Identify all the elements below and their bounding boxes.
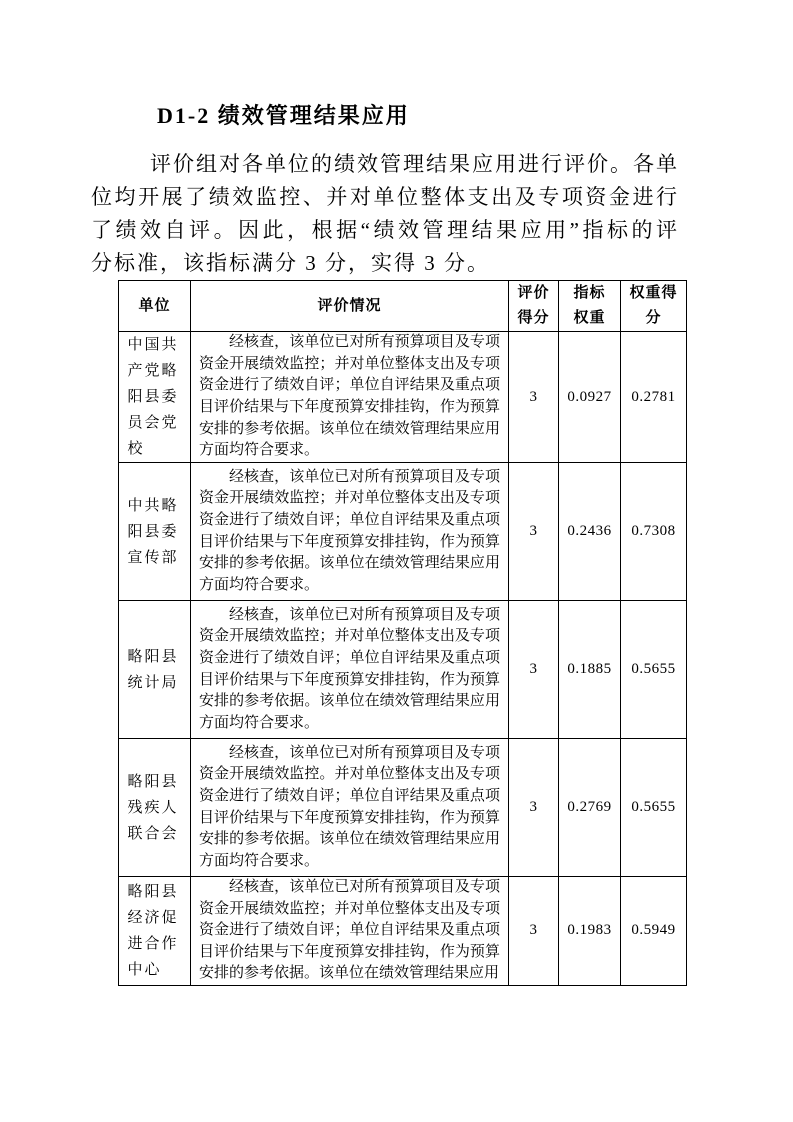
unit-cell	[119, 739, 191, 877]
page-title: D1-2 绩效管理结果应用	[157, 103, 410, 128]
score-cell: 3	[509, 739, 559, 877]
table-row	[119, 739, 687, 877]
evaluation-cell: 经核查，该单位已对所有预算项目及专项资金开展绩效监控。并对单位整体支出及专项资金进行了绩效自评；单位自评结果及重点项目评价结果与下年度预算安排挂钩，作为预算安排的参考依据。该单位在绩效管理结果应用方面均符合要求。	[191, 739, 509, 877]
unit-cell	[119, 332, 191, 463]
weight-cell: 0.2769	[559, 739, 621, 877]
unit-name: 中国共产党略阳县委员会党校	[127, 337, 179, 457]
table-row	[119, 463, 687, 601]
weight-cell: 0.2436	[559, 463, 621, 601]
paragraph-line: 了绩效自评。因此，根据“绩效管理结果应用”指标的评	[91, 218, 677, 242]
score-cell: 3	[509, 332, 559, 463]
column-header-unit: 单位	[119, 281, 191, 332]
weighted-score-cell: 0.5655	[621, 739, 687, 877]
table-header-row	[119, 281, 687, 332]
evaluation-cell: 经核查，该单位已对所有预算项目及专项资金开展绩效监控；并对单位整体支出及专项资金进行了绩效自评；单位自评结果及重点项目评价结果与下年度预算安排挂钩，作为预算安排的参考依据。该单位在绩效管理结果应用方面均符合要求。	[191, 601, 509, 739]
column-header-weighted-score: 权重得分	[621, 281, 687, 332]
paragraph-line: 分标准，该指标满分 3 分，实得 3 分。	[91, 251, 490, 275]
table-row	[119, 601, 687, 739]
unit-cell	[119, 601, 191, 739]
weight-cell: 0.1885	[559, 601, 621, 739]
unit-name: 略阳县统计局	[127, 648, 179, 691]
weighted-score-cell: 0.2781	[621, 332, 687, 463]
intro-paragraph	[91, 148, 677, 280]
table-row	[119, 877, 687, 986]
evaluation-cell: 经核查，该单位已对所有预算项目及专项资金开展绩效监控；并对单位整体支出及专项资金进行了绩效自评；单位自评结果及重点项目评价结果与下年度预算安排挂钩，作为预算安排的参考依据。该单位在绩效管理结果应用方面均符合要求。	[191, 463, 509, 601]
evaluation-cell: 经核查，该单位已对所有预算项目及专项资金开展绩效监控；并对单位整体支出及专项资金进行了绩效自评；单位自评结果及重点项目评价结果与下年度预算安排挂钩，作为预算安排的参考依据。该单位在绩效管理结果应用	[191, 877, 509, 986]
unit-name: 略阳县残疾人联合会	[127, 773, 179, 842]
table-row	[119, 332, 687, 463]
evaluation-table	[118, 280, 687, 986]
weighted-score-cell: 0.7308	[621, 463, 687, 601]
evaluation-cell: 经核查，该单位已对所有预算项目及专项资金开展绩效监控；并对单位整体支出及专项资金进行了绩效自评；单位自评结果及重点项目评价结果与下年度预算安排挂钩，作为预算安排的参考依据。该单位在绩效管理结果应用方面均符合要求。	[191, 332, 509, 463]
column-header-weight: 指标权重	[559, 281, 621, 332]
unit-name: 略阳县经济促进合作中心	[127, 883, 179, 978]
score-cell: 3	[509, 463, 559, 601]
column-header-evaluation: 评价情况	[191, 281, 509, 332]
weighted-score-cell: 0.5949	[621, 877, 687, 986]
paragraph-line: 评价组对各单位的绩效管理结果应用进行评价。各单	[150, 152, 677, 176]
unit-cell	[119, 877, 191, 986]
score-cell: 3	[509, 877, 559, 986]
weight-cell: 0.1983	[559, 877, 621, 986]
column-header-score: 评价得分	[509, 281, 559, 332]
unit-name: 中共略阳县委宣传部	[127, 497, 179, 566]
weighted-score-cell: 0.5655	[621, 601, 687, 739]
score-cell: 3	[509, 601, 559, 739]
unit-cell	[119, 463, 191, 601]
paragraph-line: 位均开展了绩效监控、并对单位整体支出及专项资金进行	[91, 185, 677, 209]
weight-cell: 0.0927	[559, 332, 621, 463]
